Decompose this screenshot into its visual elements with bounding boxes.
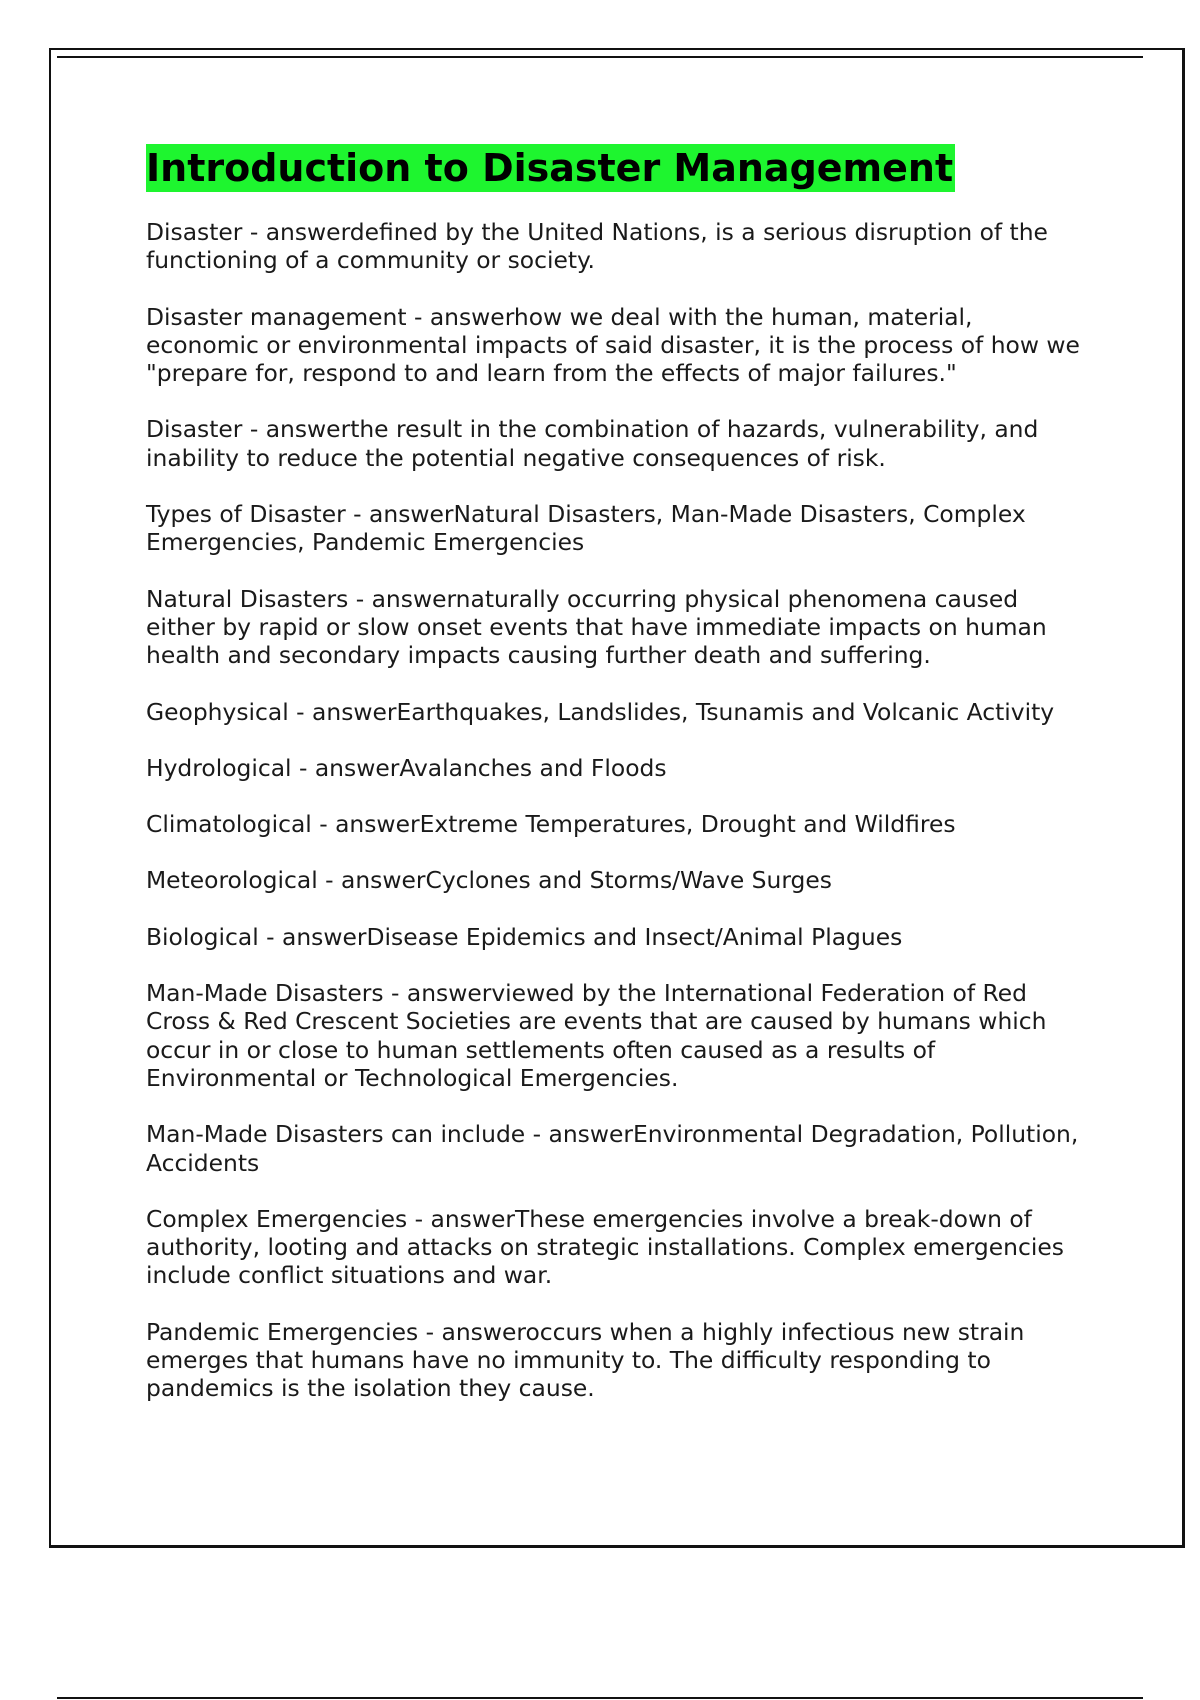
entry-geophysical: Geophysical - answerEarthquakes, Landslides, Tsunamis and Volcanic Activity xyxy=(146,697,1055,726)
entry-hydrological: Hydrological - answerAvalanches and Floods xyxy=(146,753,667,782)
entry-disaster-management: Disaster management - answerhow we deal with the human, material, economic or environmental impacts of said disaster, it is the process of how we "prepare for, respond to and learn from the effects of major failures." xyxy=(146,302,1080,388)
entry-disaster-result: Disaster - answerthe result in the combination of hazards, vulnerability, and inability to reduce the potential negative consequences of risk. xyxy=(146,415,1039,472)
header-rule xyxy=(57,56,1143,58)
entry-man-made-disasters: Man-Made Disasters - answerviewed by the International Federation of Red Cross & Red Crescent Societies are events that are caused by humans which occur in or close to human settlements often caused as a results of Environmental or Technological Emergencies. xyxy=(146,979,1047,1092)
entry-types-of-disaster: Types of Disaster - answerNatural Disasters, Man-Made Disasters, Complex Emergencies, Pandemic Emergencies xyxy=(146,500,1026,557)
entry-pandemic-emergencies: Pandemic Emergencies - answeroccurs when a highly infectious new strain emerges that humans have no immunity to. The difficulty responding to pandemics is the isolation they cause. xyxy=(146,1317,1025,1403)
footer-rule xyxy=(57,1697,1143,1699)
document-body xyxy=(146,144,1086,1431)
entry-climatological: Climatological - answerExtreme Temperatures, Drought and Wildfires xyxy=(146,810,956,839)
entry-biological: Biological - answerDisease Epidemics and Insect/Animal Plagues xyxy=(146,922,903,951)
document-title: Introduction to Disaster Management xyxy=(146,146,954,190)
entry-disaster-definition: Disaster - answerdefined by the United Nations, is a serious disruption of the functioning of a community or society. xyxy=(146,218,1048,275)
entry-complex-emergencies: Complex Emergencies - answerThese emergencies involve a break-down of authority, looting and attacks on strategic installations. Complex emergencies include conflict situations and war. xyxy=(146,1204,1064,1290)
entry-man-made-include: Man-Made Disasters can include - answerEnvironmental Degradation, Pollution, Accidents xyxy=(146,1120,1079,1177)
entry-meteorological: Meteorological - answerCyclones and Storms/Wave Surges xyxy=(146,866,832,895)
entry-natural-disasters: Natural Disasters - answernaturally occurring physical phenomena caused either by rapid or slow onset events that have immediate impacts on human health and secondary impacts causing further death and suffering. xyxy=(146,584,1047,670)
